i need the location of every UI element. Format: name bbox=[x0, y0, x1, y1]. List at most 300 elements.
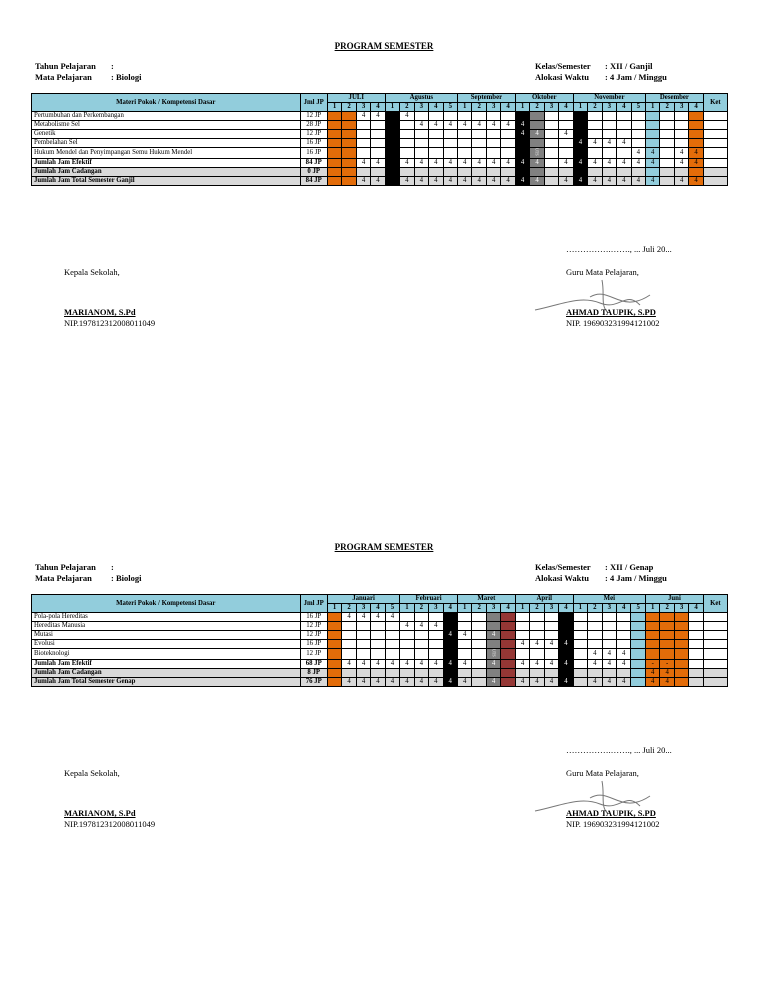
week-cell: 4 bbox=[646, 176, 660, 185]
week-number: 1 bbox=[515, 103, 529, 112]
week-cell bbox=[645, 622, 659, 631]
week-cell bbox=[573, 121, 587, 130]
week-cell: 4 bbox=[486, 158, 500, 167]
week-cell bbox=[342, 649, 356, 660]
week-cell bbox=[617, 130, 631, 139]
table-row bbox=[32, 640, 728, 649]
week-cell: 4 bbox=[443, 158, 458, 167]
table-row bbox=[32, 158, 728, 167]
week-cell bbox=[646, 139, 660, 148]
week-cell bbox=[602, 631, 616, 640]
week-cell bbox=[356, 649, 370, 660]
header-materi: Materi Pokok / Kompetensi Dasar bbox=[32, 595, 301, 613]
week-cell bbox=[342, 622, 356, 631]
materi-cell: Hereditas Manusia bbox=[32, 622, 301, 631]
week-number: 4 bbox=[501, 604, 515, 613]
week-number: 1 bbox=[385, 103, 399, 112]
week-cell bbox=[645, 631, 659, 640]
week-cell bbox=[472, 668, 486, 677]
week-cell: 4 bbox=[443, 677, 457, 686]
week-cell: 4 bbox=[515, 677, 529, 686]
week-cell bbox=[385, 622, 399, 631]
table-row bbox=[32, 112, 728, 121]
week-cell bbox=[342, 121, 356, 130]
week-cell bbox=[385, 668, 399, 677]
week-cell bbox=[588, 631, 602, 640]
week-cell bbox=[530, 613, 544, 622]
week-cell: 4 bbox=[385, 677, 399, 686]
week-cell: 4 bbox=[602, 158, 616, 167]
alokasi-value: : 4 Jam / Minggu bbox=[605, 72, 667, 82]
program-semester-genap bbox=[0, 501, 768, 1001]
week-cell bbox=[530, 167, 544, 176]
materi-cell: Pertumbuhan dan Perkembangan bbox=[32, 112, 301, 121]
jp-cell: 0 JP bbox=[300, 167, 327, 176]
week-cell bbox=[631, 112, 645, 121]
week-cell bbox=[371, 668, 385, 677]
week-cell bbox=[544, 139, 558, 148]
page-title: PROGRAM SEMESTER bbox=[334, 542, 434, 552]
week-cell bbox=[385, 640, 399, 649]
week-cell bbox=[385, 148, 399, 159]
week-cell bbox=[660, 176, 674, 185]
week-cell bbox=[689, 613, 704, 622]
week-cell: 4 bbox=[501, 158, 515, 167]
kepala-nip: NIP.197812312008011049 bbox=[64, 819, 156, 829]
week-cell bbox=[602, 112, 616, 121]
week-number: 2 bbox=[414, 604, 428, 613]
week-cell: 4 bbox=[486, 121, 500, 130]
week-cell: 4 bbox=[602, 659, 616, 668]
week-cell bbox=[544, 167, 558, 176]
materi-cell: Bioteknologi bbox=[32, 649, 301, 660]
week-cell: 4 bbox=[674, 176, 688, 185]
week-number: 2 bbox=[472, 103, 486, 112]
week-cell bbox=[327, 158, 341, 167]
schedule-table bbox=[31, 594, 728, 687]
week-cell: 4 bbox=[443, 659, 457, 668]
week-cell bbox=[443, 112, 458, 121]
week-cell bbox=[458, 167, 472, 176]
materi-cell: Jumlah Jam Cadangan bbox=[32, 668, 301, 677]
week-cell bbox=[414, 631, 428, 640]
week-cell bbox=[617, 631, 631, 640]
header-month: Juni bbox=[645, 595, 703, 604]
week-cell bbox=[486, 148, 500, 159]
week-cell bbox=[573, 659, 587, 668]
table-row bbox=[32, 677, 728, 686]
week-cell: 4 bbox=[429, 121, 443, 130]
week-cell bbox=[400, 148, 414, 159]
week-cell bbox=[342, 158, 356, 167]
week-cell bbox=[674, 668, 688, 677]
week-number: 1 bbox=[573, 103, 587, 112]
week-number: 1 bbox=[400, 604, 414, 613]
week-cell bbox=[646, 121, 660, 130]
week-cell: 4 bbox=[414, 158, 428, 167]
materi-cell: Pembelahan Sel bbox=[32, 139, 301, 148]
week-number: 2 bbox=[400, 103, 414, 112]
week-cell bbox=[327, 668, 341, 677]
week-cell bbox=[327, 631, 341, 640]
header-month: November bbox=[573, 94, 645, 103]
week-cell: 4 bbox=[559, 158, 574, 167]
kelas-label: Kelas/Semester bbox=[535, 61, 591, 71]
jp-cell: 12 JP bbox=[300, 649, 327, 660]
week-cell bbox=[588, 112, 602, 121]
table-row bbox=[32, 622, 728, 631]
week-cell: 4 bbox=[588, 649, 602, 660]
week-number: 4 bbox=[371, 103, 385, 112]
week-cell: 4 bbox=[588, 158, 602, 167]
week-cell bbox=[400, 668, 414, 677]
kepala-block bbox=[64, 307, 155, 329]
week-cell: 4 bbox=[501, 176, 515, 185]
week-cell bbox=[617, 121, 631, 130]
week-cell bbox=[327, 121, 341, 130]
week-cell bbox=[544, 631, 558, 640]
week-cell bbox=[458, 130, 472, 139]
week-cell bbox=[356, 139, 370, 148]
meta-left bbox=[35, 61, 141, 83]
week-cell bbox=[602, 148, 616, 159]
kelas-value: : XII / Genap bbox=[605, 562, 654, 572]
week-number: 5 bbox=[631, 604, 646, 613]
header-month: Maret bbox=[457, 595, 515, 604]
week-cell: 4 bbox=[617, 176, 631, 185]
jp-cell: 16 JP bbox=[300, 613, 327, 622]
week-cell bbox=[327, 649, 341, 660]
ket-cell bbox=[703, 158, 727, 167]
week-cell bbox=[573, 613, 587, 622]
week-cell bbox=[544, 121, 558, 130]
week-cell bbox=[486, 668, 500, 677]
week-cell bbox=[559, 631, 574, 640]
week-cell bbox=[530, 148, 544, 159]
week-cell: 4 bbox=[486, 659, 500, 668]
week-cell bbox=[327, 130, 341, 139]
ket-cell bbox=[703, 659, 727, 668]
week-cell bbox=[674, 139, 688, 148]
week-cell: 4 bbox=[356, 176, 370, 185]
week-cell: 4 bbox=[443, 176, 458, 185]
week-cell bbox=[602, 622, 616, 631]
ket-cell bbox=[703, 622, 727, 631]
week-cell bbox=[371, 649, 385, 660]
header-month: Mei bbox=[573, 595, 645, 604]
week-cell: 4 bbox=[400, 659, 414, 668]
week-cell bbox=[327, 176, 341, 185]
week-cell bbox=[544, 148, 558, 159]
week-cell bbox=[414, 130, 428, 139]
header-jml: Jml JP bbox=[300, 94, 327, 112]
week-cell bbox=[544, 130, 558, 139]
week-number: 3 bbox=[544, 604, 558, 613]
ket-cell bbox=[703, 130, 727, 139]
week-cell bbox=[559, 622, 574, 631]
week-cell: 4 bbox=[414, 677, 428, 686]
week-number: 2 bbox=[660, 604, 674, 613]
week-cell bbox=[515, 622, 529, 631]
week-cell: 4 bbox=[544, 659, 558, 668]
week-cell bbox=[327, 148, 341, 159]
week-cell: 4 bbox=[443, 121, 458, 130]
week-cell bbox=[327, 677, 341, 686]
week-cell: 4 bbox=[457, 631, 471, 640]
week-cell: 4 bbox=[674, 148, 688, 159]
week-cell bbox=[429, 167, 443, 176]
week-number: 3 bbox=[602, 103, 616, 112]
tahun-value: : bbox=[111, 61, 114, 71]
week-cell bbox=[617, 613, 631, 622]
materi-cell: Jumlah Jam Efektif bbox=[32, 659, 301, 668]
week-cell: 4 bbox=[400, 677, 414, 686]
week-cell bbox=[544, 622, 558, 631]
week-cell bbox=[385, 167, 399, 176]
week-cell bbox=[458, 112, 472, 121]
materi-cell: Metabolisme Sel bbox=[32, 121, 301, 130]
jp-cell: 12 JP bbox=[300, 631, 327, 640]
week-cell: 4 bbox=[530, 659, 544, 668]
week-cell: 4 bbox=[458, 176, 472, 185]
header-month: September bbox=[458, 94, 516, 103]
week-cell bbox=[486, 139, 500, 148]
week-cell bbox=[501, 148, 515, 159]
week-cell: 4 bbox=[559, 176, 574, 185]
week-cell bbox=[674, 121, 688, 130]
week-cell bbox=[414, 613, 428, 622]
week-number: 2 bbox=[588, 604, 602, 613]
mapel-label: Mata Pelajaran bbox=[35, 573, 92, 583]
alokasi-label: Alokasi Waktu bbox=[535, 573, 589, 583]
week-cell: 4 bbox=[472, 176, 486, 185]
week-cell bbox=[443, 668, 457, 677]
week-cell bbox=[573, 148, 587, 159]
week-cell bbox=[414, 148, 428, 159]
alokasi-value: : 4 Jam / Minggu bbox=[605, 573, 667, 583]
week-cell bbox=[646, 112, 660, 121]
week-cell bbox=[371, 622, 385, 631]
week-cell: 4 bbox=[530, 158, 544, 167]
week-cell: 4 bbox=[674, 158, 688, 167]
week-cell: 4 bbox=[400, 622, 414, 631]
ket-cell bbox=[703, 640, 727, 649]
week-cell bbox=[674, 622, 688, 631]
schedule-table bbox=[31, 93, 728, 186]
week-cell: 4 bbox=[515, 121, 529, 130]
week-cell bbox=[342, 139, 356, 148]
week-cell bbox=[457, 649, 471, 660]
week-cell: 4 bbox=[457, 659, 471, 668]
week-cell bbox=[559, 121, 574, 130]
ket-cell bbox=[703, 139, 727, 148]
week-cell: 4 bbox=[515, 640, 529, 649]
meta-right bbox=[535, 61, 667, 83]
week-cell: 4 bbox=[429, 677, 443, 686]
week-number: 4 bbox=[559, 103, 574, 112]
week-cell bbox=[472, 659, 486, 668]
week-number: 2 bbox=[588, 103, 602, 112]
week-number: 4 bbox=[371, 604, 385, 613]
date-line: …………….……., ... Juli 20... bbox=[566, 745, 672, 755]
week-cell bbox=[689, 622, 704, 631]
week-cell bbox=[457, 622, 471, 631]
week-cell bbox=[588, 121, 602, 130]
week-cell bbox=[429, 130, 443, 139]
week-cell bbox=[342, 176, 356, 185]
week-cell bbox=[645, 649, 659, 660]
week-cell bbox=[660, 613, 674, 622]
week-cell bbox=[327, 613, 341, 622]
week-number: 2 bbox=[530, 103, 544, 112]
week-cell bbox=[342, 148, 356, 159]
week-cell bbox=[385, 176, 399, 185]
week-cell bbox=[515, 139, 529, 148]
week-number: 2 bbox=[342, 604, 356, 613]
week-cell: 4 bbox=[472, 121, 486, 130]
jp-cell: 16 JP bbox=[300, 640, 327, 649]
week-cell bbox=[501, 167, 515, 176]
week-number: 3 bbox=[674, 604, 688, 613]
week-cell bbox=[356, 640, 370, 649]
table-row bbox=[32, 649, 728, 660]
week-cell bbox=[385, 130, 399, 139]
materi-cell: Jumlah Jam Total Semester Genap bbox=[32, 677, 301, 686]
week-cell bbox=[327, 640, 341, 649]
week-cell bbox=[385, 631, 399, 640]
week-cell bbox=[588, 167, 602, 176]
week-cell bbox=[486, 613, 500, 622]
week-cell bbox=[486, 649, 500, 660]
materi-cell: Jumlah Jam Total Semester Ganjil bbox=[32, 176, 301, 185]
week-cell bbox=[602, 613, 616, 622]
week-cell: 4 bbox=[342, 613, 356, 622]
table-row bbox=[32, 176, 728, 185]
week-cell: 4 bbox=[356, 677, 370, 686]
week-cell bbox=[327, 167, 341, 176]
ket-cell bbox=[703, 112, 727, 121]
week-cell bbox=[458, 148, 472, 159]
jp-cell: 16 JP bbox=[300, 139, 327, 148]
jp-cell: 28 JP bbox=[300, 121, 327, 130]
materi-cell: Jumlah Jam Cadangan bbox=[32, 167, 301, 176]
week-cell: 4 bbox=[414, 659, 428, 668]
uts-label: UTS bbox=[491, 649, 497, 657]
week-cell: 4 bbox=[588, 139, 602, 148]
week-cell: 4 bbox=[486, 677, 500, 686]
date-line: …………….……., ... Juli 20... bbox=[566, 244, 672, 254]
jp-cell: 8 JP bbox=[300, 668, 327, 677]
week-number: 1 bbox=[645, 604, 659, 613]
week-cell bbox=[602, 130, 616, 139]
week-cell bbox=[631, 130, 645, 139]
week-cell bbox=[689, 167, 703, 176]
ket-cell bbox=[703, 631, 727, 640]
week-cell bbox=[501, 677, 515, 686]
week-number: 4 bbox=[559, 604, 574, 613]
week-cell bbox=[573, 622, 587, 631]
week-cell bbox=[660, 112, 674, 121]
week-cell: 4 bbox=[400, 112, 414, 121]
week-cell bbox=[544, 158, 558, 167]
guru-label: Guru Mata Pelajaran, bbox=[566, 267, 639, 277]
week-cell bbox=[342, 668, 356, 677]
week-cell bbox=[385, 158, 399, 167]
week-cell bbox=[371, 631, 385, 640]
week-cell bbox=[674, 130, 688, 139]
week-cell: 4 bbox=[646, 158, 660, 167]
table-row bbox=[32, 631, 728, 640]
week-cell bbox=[559, 167, 574, 176]
week-number: 3 bbox=[602, 604, 616, 613]
tahun-label: Tahun Pelajaran bbox=[35, 562, 96, 572]
week-cell bbox=[544, 613, 558, 622]
week-cell bbox=[400, 640, 414, 649]
week-number: 5 bbox=[443, 103, 458, 112]
week-cell bbox=[356, 167, 370, 176]
week-cell bbox=[515, 649, 529, 660]
week-cell: 4 bbox=[515, 659, 529, 668]
week-cell bbox=[472, 112, 486, 121]
week-cell bbox=[371, 640, 385, 649]
alokasi-label: Alokasi Waktu bbox=[535, 72, 589, 82]
ket-cell bbox=[703, 148, 727, 159]
table-row bbox=[32, 121, 728, 130]
week-cell bbox=[443, 613, 457, 622]
week-cell bbox=[588, 640, 602, 649]
meta-left bbox=[35, 562, 141, 584]
week-cell bbox=[515, 668, 529, 677]
week-number: 1 bbox=[573, 604, 587, 613]
week-cell bbox=[400, 631, 414, 640]
week-cell: 4 bbox=[371, 112, 385, 121]
week-cell bbox=[544, 668, 558, 677]
table-row bbox=[32, 668, 728, 677]
materi-cell: Jumlah Jam Efektif bbox=[32, 158, 301, 167]
week-cell: 4 bbox=[660, 668, 674, 677]
week-cell: 4 bbox=[530, 640, 544, 649]
header-materi: Materi Pokok / Kompetensi Dasar bbox=[32, 94, 301, 112]
week-cell bbox=[689, 659, 704, 668]
week-cell: 4 bbox=[645, 677, 659, 686]
week-cell: 4 bbox=[559, 130, 574, 139]
week-cell bbox=[371, 139, 385, 148]
week-cell bbox=[501, 613, 515, 622]
week-cell bbox=[674, 640, 688, 649]
week-cell bbox=[530, 112, 544, 121]
week-cell: 4 bbox=[689, 176, 703, 185]
header-month: Desember bbox=[646, 94, 704, 103]
week-cell bbox=[631, 139, 645, 148]
week-cell: 4 bbox=[617, 677, 631, 686]
week-cell: 4 bbox=[458, 121, 472, 130]
week-cell bbox=[573, 112, 587, 121]
week-number: 4 bbox=[429, 103, 443, 112]
kepala-name: MARIANOM, S.Pd bbox=[64, 307, 136, 317]
week-cell: 4 bbox=[631, 176, 645, 185]
week-cell bbox=[472, 148, 486, 159]
kepala-label: Kepala Sekolah, bbox=[64, 768, 120, 778]
week-cell bbox=[515, 167, 529, 176]
week-number: 4 bbox=[689, 103, 703, 112]
week-cell bbox=[472, 649, 486, 660]
kepala-block bbox=[64, 808, 155, 830]
week-cell bbox=[530, 631, 544, 640]
week-cell bbox=[458, 139, 472, 148]
jp-cell: 12 JP bbox=[300, 622, 327, 631]
materi-cell: Genetik bbox=[32, 130, 301, 139]
week-cell bbox=[356, 622, 370, 631]
